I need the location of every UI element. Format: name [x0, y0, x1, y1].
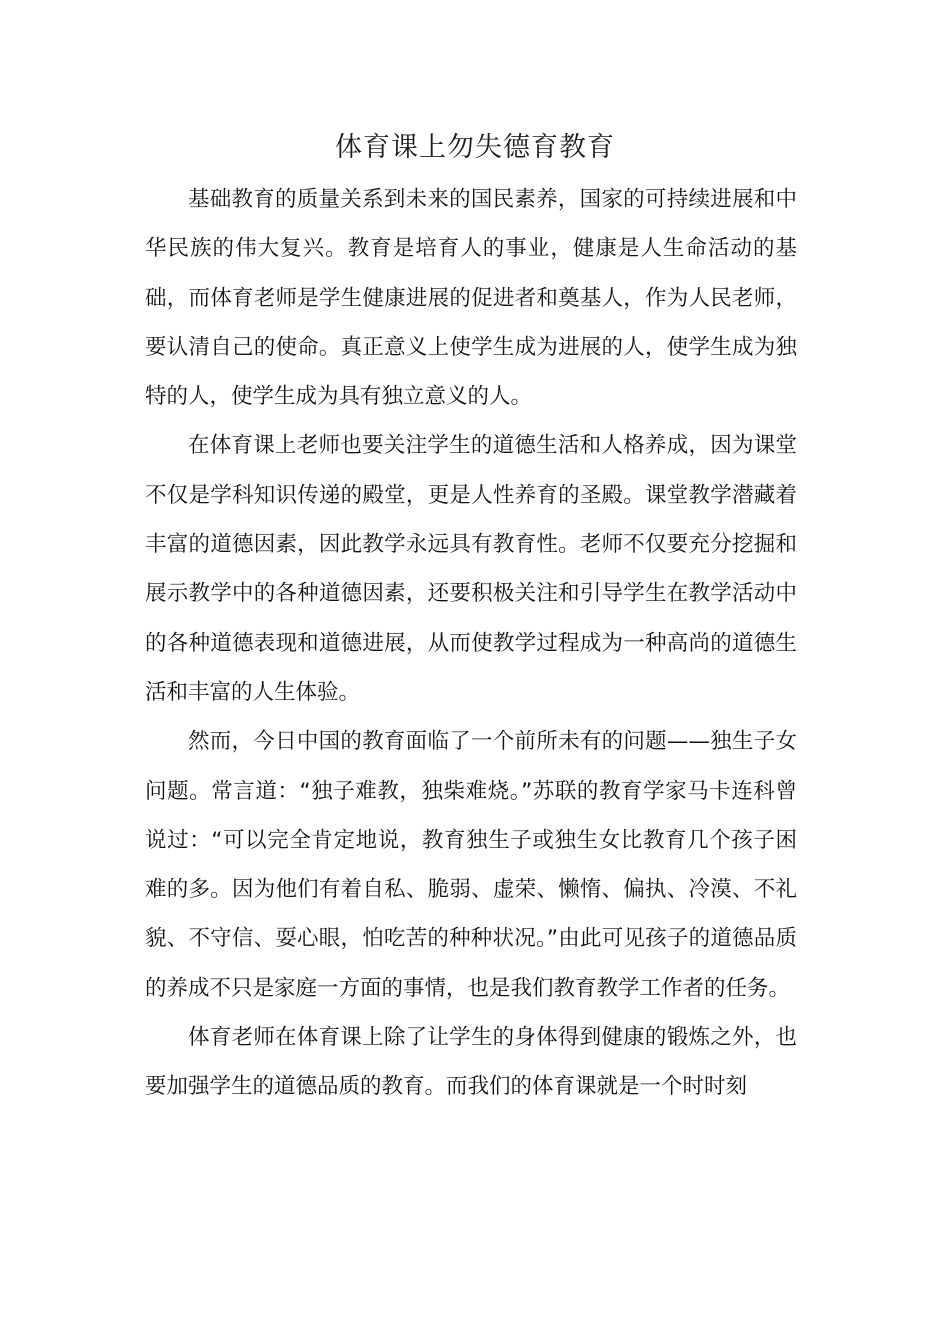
document-body	[145, 175, 797, 1112]
paragraph: 在体育课上老师也要关注学生的道德生活和人格养成，因为课堂不仅是学科知识传递的殿堂，更是人性养育的圣殿。课堂教学潜藏着丰富的道德因素，因此教学永远具有教育性。老师不仅要充分挖掘和展示教学中的各种道德因素，还要积极关注和引导学生在教学活动中的各种道德表现和道德进展，从而使教学过程成为一种高尚的道德生活和丰富的人生体验。	[145, 433, 797, 705]
paragraph: 基础教育的质量关系到未来的国民素养，国家的可持续进展和中华民族的伟大复兴。教育是培育人的事业，健康是人生命活动的基础，而体育老师是学生健康进展的促进者和奠基人，作为人民老师，要认清自己的使命。真正意义上使学生成为进展的人，使学生成为独特的人，使学生成为具有独立意义的人。	[145, 187, 797, 410]
document-title: 体育课上勿失德育教育	[335, 132, 615, 163]
paragraph: 体育老师在体育课上除了让学生的身体得到健康的锻炼之外，也要加强学生的道德品质的教育。而我们的体育课就是一个时时刻	[145, 1025, 797, 1100]
paragraph: 然而，今日中国的教育面临了一个前所未有的问题——独生子女问题。常言道：“独子难教，独柴难烧。”苏联的教育学家马卡连科曾说过：“可以完全肯定地说，教育独生子或独生女比教育几个孩子困难的多。因为他们有着自私、脆弱、虚荣、懒惰、偏执、冷漠、不礼貌、不守信、耍心眼，怕吃苦的种种状况。”由此可见孩子的道德品质的养成不只是家庭一方面的事情，也是我们教育教学工作者的任务。	[145, 729, 797, 1001]
